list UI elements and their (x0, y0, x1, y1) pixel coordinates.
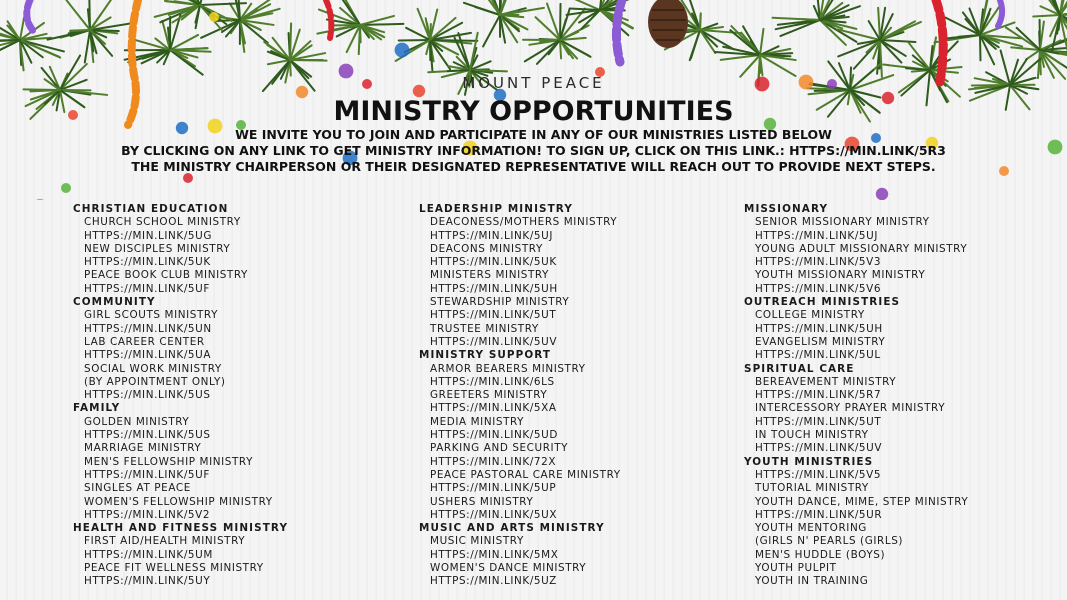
section-heading: FAMILY (73, 402, 121, 415)
ministry-link[interactable]: HTTPS://MIN.LINK/5US (84, 389, 211, 402)
ministry-column-2 (419, 203, 621, 589)
ministry-link[interactable]: HTTPS://MIN.LINK/5UA (84, 349, 212, 362)
ministry-name: SINGLES AT PEACE (84, 482, 191, 495)
ministry-name: WOMEN'S FELLOWSHIP MINISTRY (84, 495, 273, 508)
ministry-name: MEDIA MINISTRY (430, 415, 525, 428)
section-heading: YOUTH MINISTRIES (744, 455, 874, 468)
section-heading: MUSIC AND ARTS MINISTRY (419, 522, 605, 535)
intro-line: WE INVITE YOU TO JOIN AND PARTICIPATE IN ANY OF OUR MINISTRIES LISTED BELOW (235, 127, 832, 142)
ministry-name: YOUTH PULPIT (755, 562, 837, 575)
ministry-name: MARRIAGE MINISTRY (84, 442, 202, 455)
ministry-name: WOMEN'S DANCE MINISTRY (430, 562, 587, 575)
ministry-link[interactable]: HTTPS://MIN.LINK/5UH (430, 282, 558, 295)
ministry-name: EVANGELISM MINISTRY (755, 335, 886, 348)
ministry-name: (BY APPOINTMENT ONLY) (84, 375, 226, 388)
ministry-link[interactable]: HTTPS://MIN.LINK/5V3 (755, 256, 882, 269)
ministry-link[interactable]: HTTPS://MIN.LINK/5UK (84, 256, 211, 269)
ministry-link[interactable]: HTTPS://MIN.LINK/72X (430, 455, 557, 468)
intro-line: THE MINISTRY CHAIRPERSON OR THEIR DESIGNATED REPRESENTATIVE WILL REACH OUT TO PROVIDE NEXT STEPS. (131, 159, 936, 174)
ministry-link[interactable]: HTTPS://MIN.LINK/5UT (430, 309, 557, 322)
ministry-link[interactable]: HTTPS://MIN.LINK/5UH (755, 322, 883, 335)
ministry-column-1 (73, 203, 288, 589)
ministry-link[interactable]: HTTPS://MIN.LINK/5MX (430, 548, 559, 561)
ministry-link[interactable]: HTTPS://MIN.LINK/5UM (84, 548, 213, 561)
ministry-link[interactable]: HTTPS://MIN.LINK/5V2 (84, 508, 211, 521)
ministry-name: DEACONESS/MOTHERS MINISTRY (430, 216, 618, 229)
ministry-name: (GIRLS N' PEARLS (GIRLS) (755, 535, 904, 548)
ministry-link[interactable]: HTTPS://MIN.LINK/5UP (430, 482, 557, 495)
ministry-name: USHERS MINISTRY (430, 495, 534, 508)
ministry-link[interactable]: HTTPS://MIN.LINK/5UY (84, 575, 211, 588)
ministry-link[interactable]: HTTPS://MIN.LINK/5UT (755, 415, 882, 428)
ministry-link[interactable]: HTTPS://MIN.LINK/5UG (84, 229, 213, 242)
section-heading: LEADERSHIP MINISTRY (419, 203, 573, 215)
ministry-name: PEACE BOOK CLUB MINISTRY (84, 269, 248, 282)
ministry-link[interactable]: HTTPS://MIN.LINK/5UK (430, 256, 557, 269)
ministry-name: ARMOR BEARERS MINISTRY (430, 362, 586, 375)
ministry-name: MEN'S FELLOWSHIP MINISTRY (84, 455, 254, 468)
ministry-link[interactable]: HTTPS://MIN.LINK/5UV (430, 335, 558, 348)
org-name: MOUNT PEACE (462, 74, 605, 92)
ministry-link[interactable]: HTTPS://MIN.LINK/5UN (84, 322, 212, 335)
ministry-name: LAB CAREER CENTER (84, 335, 205, 348)
ministry-link[interactable]: HTTPS://MIN.LINK/5US (84, 429, 211, 442)
page-title: MINISTRY OPPORTUNITIES (333, 96, 734, 127)
ministry-name: TUTORIAL MINISTRY (755, 482, 869, 495)
section-heading: COMMUNITY (73, 296, 156, 309)
ministry-name: YOUTH IN TRAINING (755, 575, 869, 588)
ministry-name: GREETERS MINISTRY (430, 389, 548, 402)
ministry-link[interactable]: HTTPS://MIN.LINK/5XA (430, 402, 557, 415)
ministry-name: PARKING AND SECURITY (430, 442, 569, 455)
ministry-link[interactable]: HTTPS://MIN.LINK/5UF (84, 468, 210, 481)
ministry-name: PEACE FIT WELLNESS MINISTRY (84, 562, 264, 575)
ministry-name: BEREAVEMENT MINISTRY (755, 375, 897, 388)
ministry-name: MUSIC MINISTRY (430, 535, 524, 548)
ministry-name: GIRL SCOUTS MINISTRY (84, 309, 219, 322)
ministry-link[interactable]: HTTPS://MIN.LINK/5UJ (430, 229, 554, 242)
ministry-name: CHURCH SCHOOL MINISTRY (84, 216, 241, 229)
ministry-link[interactable]: HTTPS://MIN.LINK/5UJ (755, 229, 879, 242)
intro-line-signup[interactable]: BY CLICKING ON ANY LINK TO GET MINISTRY INFORMATION! TO SIGN UP, CLICK ON THIS LINK.: HTTPS://MIN.LINK/5R3 (121, 143, 946, 158)
ministry-link[interactable]: HTTPS://MIN.LINK/5UR (755, 508, 883, 521)
section-heading: HEALTH AND FITNESS MINISTRY (73, 522, 289, 535)
ministry-name: SENIOR MISSIONARY MINISTRY (755, 216, 930, 229)
ministry-name: TRUSTEE MINISTRY (430, 322, 539, 335)
ministry-name: SOCIAL WORK MINISTRY (84, 362, 222, 375)
ministry-link[interactable]: HTTPS://MIN.LINK/5V6 (755, 282, 882, 295)
ministry-name: YOUTH DANCE, MIME, STEP MINISTRY (755, 495, 969, 508)
ministry-name: GOLDEN MINISTRY (84, 415, 190, 428)
ministry-name: COLLEGE MINISTRY (755, 309, 865, 322)
ministry-column-3 (744, 203, 968, 589)
section-heading: MINISTRY SUPPORT (419, 349, 552, 362)
ministry-name: INTERCESSORY PRAYER MINISTRY (755, 402, 946, 415)
ministry-link[interactable]: HTTPS://MIN.LINK/5R7 (755, 389, 882, 402)
ministry-link[interactable]: HTTPS://MIN.LINK/6LS (430, 375, 555, 388)
ministry-link[interactable]: HTTPS://MIN.LINK/5V5 (755, 468, 882, 481)
ministry-link[interactable]: HTTPS://MIN.LINK/5UX (430, 508, 558, 521)
ministry-link[interactable]: HTTPS://MIN.LINK/5UD (430, 429, 558, 442)
section-heading: MISSIONARY (744, 203, 829, 215)
ministry-name: IN TOUCH MINISTRY (755, 429, 869, 442)
section-heading: CHRISTIAN EDUCATION (73, 203, 229, 215)
ministry-name: YOUTH MENTORING (755, 522, 867, 535)
ministry-name: PEACE PASTORAL CARE MINISTRY (430, 468, 621, 481)
ministry-link[interactable]: HTTPS://MIN.LINK/5UZ (430, 575, 557, 588)
intro-text (0, 127, 1067, 175)
ministry-name: YOUTH MISSIONARY MINISTRY (755, 269, 926, 282)
ministry-name: MEN'S HUDDLE (BOYS) (755, 548, 886, 561)
ministry-link[interactable]: HTTPS://MIN.LINK/5UV (755, 442, 883, 455)
ministry-name: YOUNG ADULT MISSIONARY MINISTRY (755, 242, 968, 255)
ministry-name: DEACONS MINISTRY (430, 242, 543, 255)
page-header (0, 74, 1067, 175)
section-heading: SPIRITUAL CARE (744, 362, 855, 375)
ministry-name: MINISTERS MINISTRY (430, 269, 550, 282)
section-heading: OUTREACH MINISTRIES (744, 296, 901, 309)
ministry-name: FIRST AID/HEALTH MINISTRY (84, 535, 246, 548)
ministry-name: STEWARDSHIP MINISTRY (430, 296, 570, 309)
ministry-name: NEW DISCIPLES MINISTRY (84, 242, 231, 255)
ministry-link[interactable]: HTTPS://MIN.LINK/5UF (84, 282, 210, 295)
ministry-link[interactable]: HTTPS://MIN.LINK/5UL (755, 349, 881, 362)
